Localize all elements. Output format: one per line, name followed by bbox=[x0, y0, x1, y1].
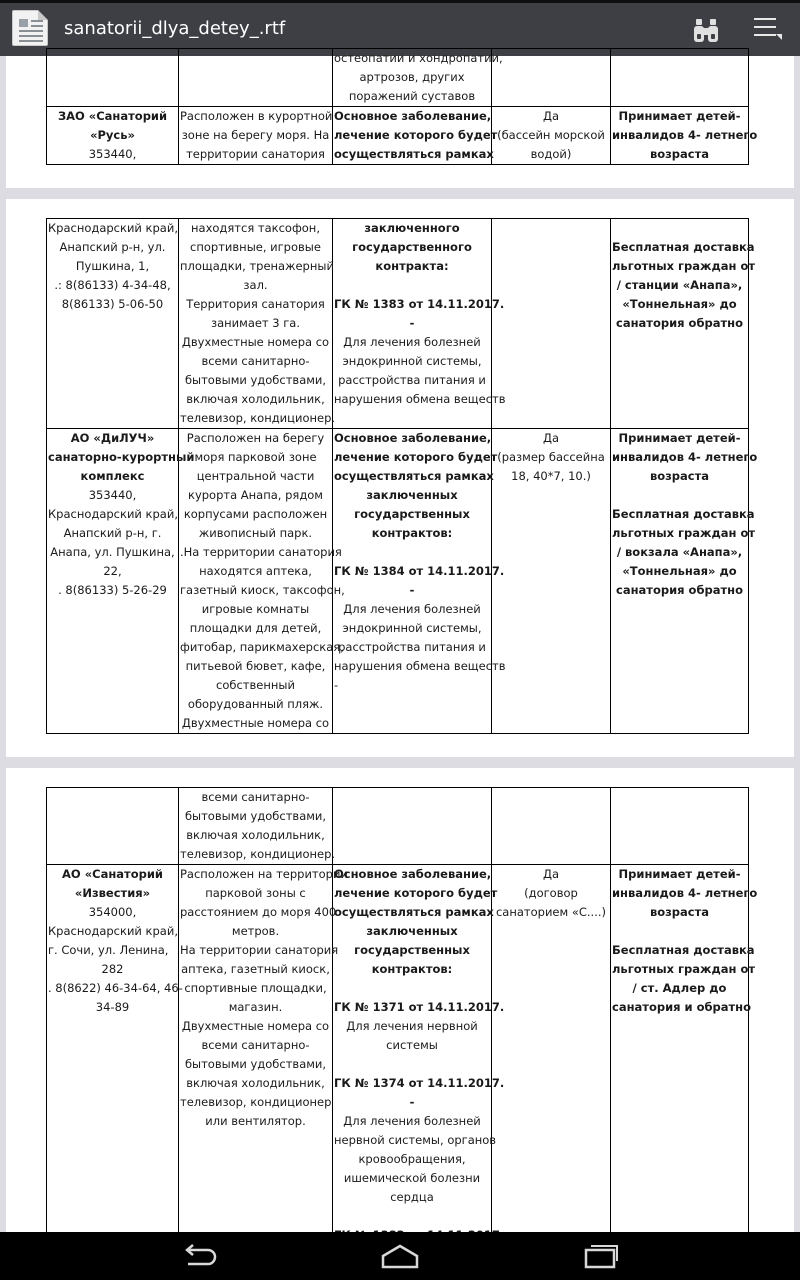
table-cell-conditions: Принимает детей- инвалидов 4- летнего возраста Бесплатная доставка льготных граждан от / ст. Адлер до санатория и обратно bbox=[611, 865, 749, 1265]
table-row bbox=[47, 219, 749, 429]
table-cell-pool: Да (бассейн морской водой) bbox=[492, 107, 611, 165]
table-cell-treatment: Основное заболевание, лечение которого будет осуществляться рамках заключенных государственных контрактов: ГК № 1371 от 14.11.2017. Для лечения нервной системы ГК № 1374 от 14.11.2017. - Для лечения болезней нервной системы, органов кровообращения, ишемической болезни сердца bbox=[333, 865, 492, 1265]
table-cell-name: ЗАО «Санаторий «Русь» 353440, bbox=[47, 107, 179, 165]
navigation-bar bbox=[0, 1232, 800, 1280]
table-cell-description: Расположен в курортной зоне на берегу моря. На территории санатория bbox=[179, 107, 333, 165]
sanatorium-table-page-2 bbox=[46, 218, 758, 734]
table-cell-description bbox=[179, 49, 333, 107]
binoculars-icon[interactable] bbox=[694, 17, 718, 43]
table-cell-pool bbox=[492, 219, 611, 429]
table-row bbox=[47, 107, 749, 165]
table-cell-name: АО «ДиЛУЧ» санаторно-курортный комплекс 353440, Краснодарский край, Анапский р-н, г. Анапа, ул. Пушкина, 22, . 8(86133) 5-26-29 bbox=[47, 429, 179, 734]
sanatorium-table-page-1 bbox=[46, 48, 758, 165]
table-cell-description: находятся таксофон, спортивные, игровые площадки, тренажерный зал. Территория санатория занимает 3 га. Двухместные номера со всеми санитарно- бытовыми удобствами, включая холодильник, телевизор, кондиционер. bbox=[179, 219, 333, 429]
table-cell-pool bbox=[492, 49, 611, 107]
document-page-3 bbox=[6, 768, 794, 1232]
table-cell-treatment: Основное заболевание, лечение которого будет осуществляться рамках bbox=[333, 107, 492, 165]
table-cell-description: Расположен на берегу моря парковой зоне центральной части курорта Анапа, рядом корпусами расположен живописный парк. .На территории санатория находятся аптека, газетный киоск, таксофон, игровые комнаты площадки для детей, фитобар, парикмахерская, питьевой бювет, кафе, собственный оборудованный пляж. Двухместные номера со bbox=[179, 429, 333, 734]
table-cell-conditions: Бесплатная доставка льготных граждан от / станции «Анапа», «Тоннельная» до санатория обратно bbox=[611, 219, 749, 429]
table-cell-treatment: Основное заболевание, лечение которого будет осуществляться рамках заключенных государственных контрактов: ГК № 1384 от 14.11.2017. - Для лечения болезней эндокринной системы, расстройства питания и нарушения обмена веществ - bbox=[333, 429, 492, 734]
table-cell-description: Расположен на территории парковой зоны с расстоянием до моря 400 метров. На территории санатория аптека, газетный киоск, спортивные площадки, магазин. Двухместные номера со всеми санитарно- бытовыми удобствами, включая холодильник, телевизор, кондиционер или вентилятор. bbox=[179, 865, 333, 1265]
table-row bbox=[47, 429, 749, 734]
table-cell-conditions bbox=[611, 49, 749, 107]
table-cell-treatment bbox=[333, 788, 492, 865]
table-cell-name bbox=[47, 788, 179, 865]
table-cell-name: АО «Санаторий «Известия» 354000, Краснодарский край, г. Сочи, ул. Ленина, 282 . 8(8622) 46-34-64, 46- 34-89 bbox=[47, 865, 179, 1265]
table-cell-pool: Да (договор санаторием «С....) bbox=[492, 865, 611, 1265]
table-cell-pool bbox=[492, 788, 611, 865]
table-cell-description: всеми санитарно- бытовыми удобствами, включая холодильник, телевизор, кондиционер. bbox=[179, 788, 333, 865]
home-icon[interactable] bbox=[380, 1242, 420, 1270]
table-row bbox=[47, 788, 749, 865]
table-cell-conditions bbox=[611, 788, 749, 865]
document-page-1 bbox=[6, 51, 794, 188]
document-page-2 bbox=[6, 199, 794, 757]
recents-icon[interactable] bbox=[581, 1242, 621, 1270]
table-cell-conditions: Принимает детей- инвалидов 4- летнего возраста Бесплатная доставка льготных граждан от / вокзала «Анапа», «Тоннельная» до санатория обратно bbox=[611, 429, 749, 734]
table-cell-treatment: остеопатии и хондропатии, артрозов, других поражений суставов bbox=[333, 49, 492, 107]
document-icon[interactable] bbox=[12, 10, 48, 46]
table-cell-name bbox=[47, 49, 179, 107]
table-cell-treatment: заключенного государственного контракта: ГК № 1383 от 14.11.2017. - Для лечения болезней эндокринной системы, расстройства питания и нарушения обмена веществ bbox=[333, 219, 492, 429]
table-cell-conditions: Принимает детей- инвалидов 4- летнего возраста bbox=[611, 107, 749, 165]
table-cell-pool: Да (размер бассейна 18, 40*7, 10.) bbox=[492, 429, 611, 734]
document-title: sanatorii_dlya_detey_.rtf bbox=[64, 18, 286, 39]
table-cell-name: Краснодарский край, Анапский р-н, ул. Пушкина, 1, .: 8(86133) 4-34-48, 8(86133) 5-06-50 bbox=[47, 219, 179, 429]
menu-icon[interactable] bbox=[754, 16, 782, 42]
sanatorium-table-page-3 bbox=[46, 787, 758, 1265]
back-icon[interactable] bbox=[180, 1242, 220, 1270]
table-row bbox=[47, 865, 749, 1265]
table-row bbox=[47, 49, 749, 107]
